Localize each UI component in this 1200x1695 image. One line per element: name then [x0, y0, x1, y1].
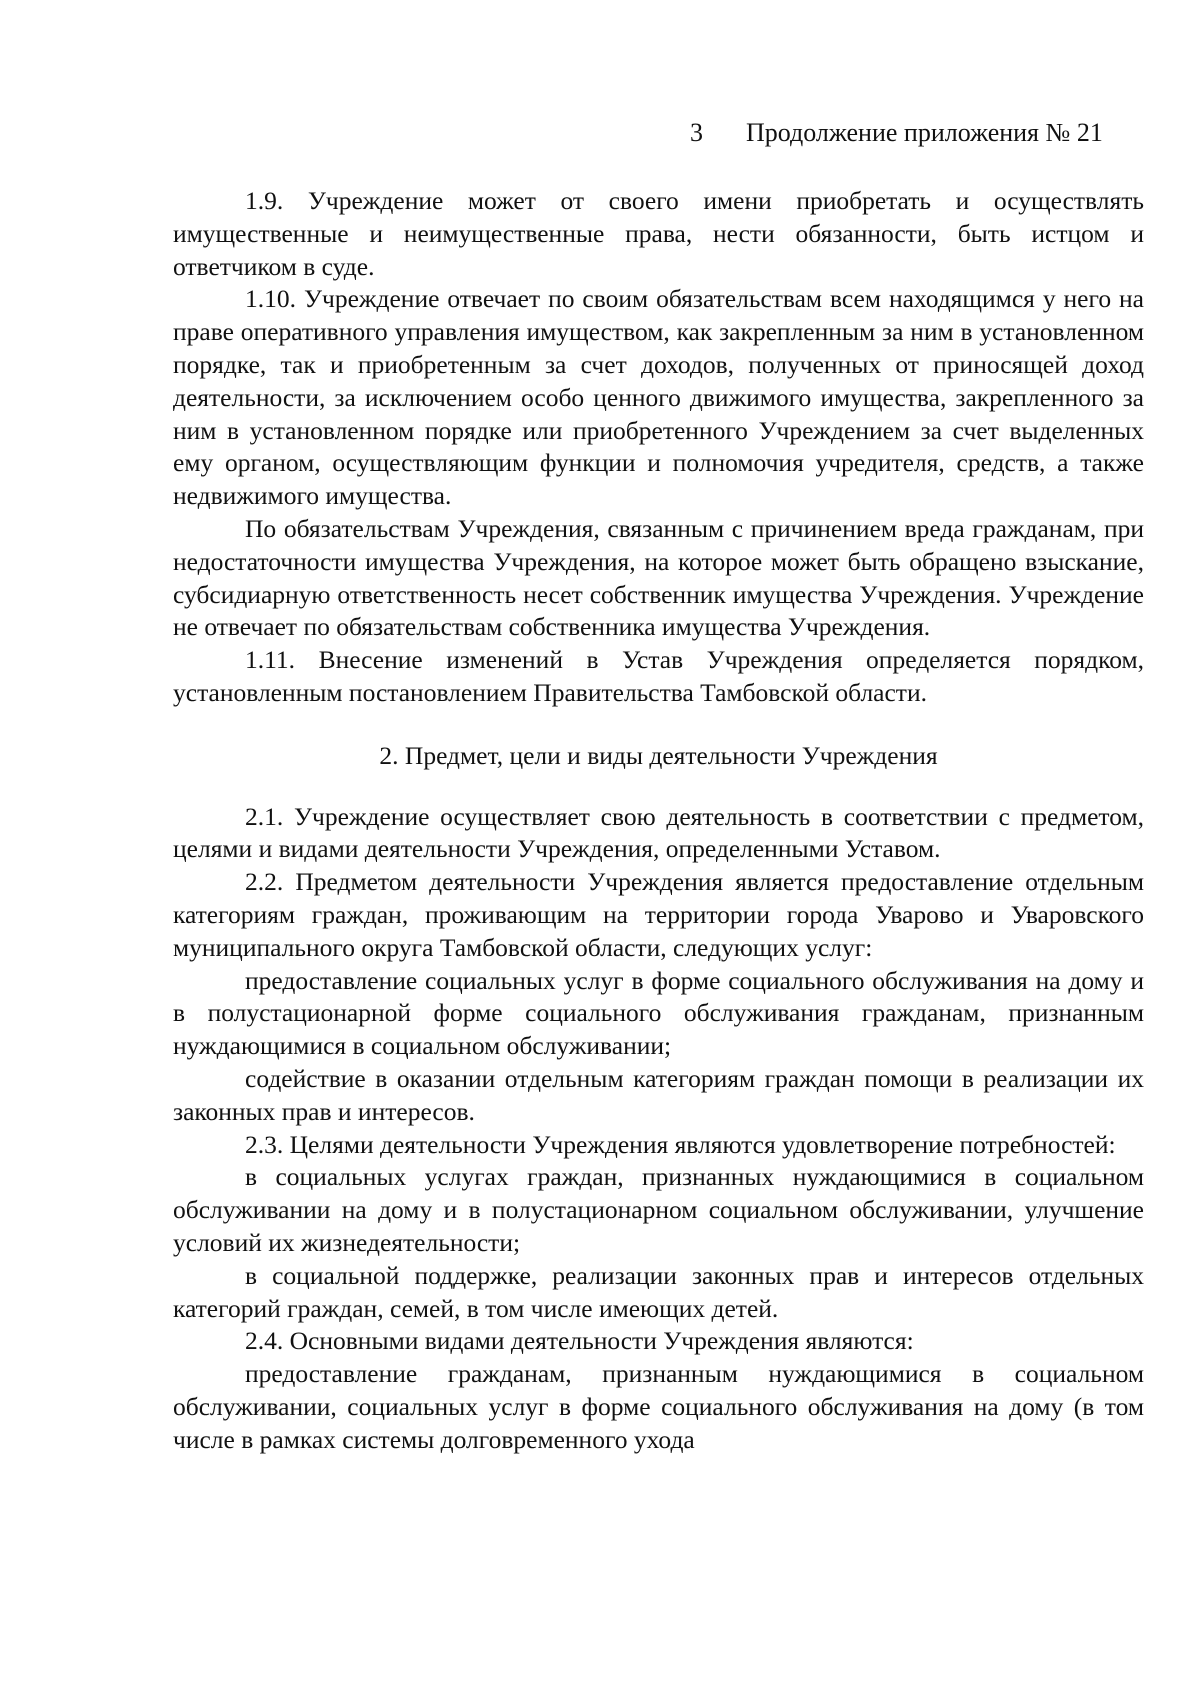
paragraph-2-3: 2.3. Целями деятельности Учреждения являются удовлетворение потребностей: — [245, 1129, 1116, 1159]
paragraph-2-3-item-1: в социальных услугах граждан, признанных нуждающимися в социальном обслуживании на дому и в полустационарном социальном обслуживании, улучшение условий их жизнедеятельности; — [173, 1162, 1144, 1257]
paragraph-2-2-item-1: предоставление социальных услуг в форме социального обслуживания на дому и в полустационарной форме социального обслуживания гражданам, признанным нуждающимися в социальном обслуживании; — [173, 965, 1144, 1061]
paragraph-1-10-liability: По обязательствам Учреждения, связанным с причинением вреда гражданам, при недостаточности имущества Учреждения, на которое может быть обращено взыскание, субсидиарную ответственность несет собственник имущества Учреждения. Учреждение не отвечает по обязательствам собственника имущества Учреждения. — [173, 513, 1144, 642]
paragraph-2-3-item-2: в социальной поддержке, реализации законных прав и интересов отдельных категорий граждан, семей, в том числе имеющих детей. — [173, 1260, 1144, 1323]
document-body — [173, 185, 1144, 1456]
paragraph-2-1: 2.1. Учреждение осуществляет свою деятельность в соответствии с предметом, целями и видами деятельности Учреждения, определенными Уставом. — [173, 801, 1144, 864]
paragraph-2-2-item-2: содействие в оказании отдельным категориям граждан помощи в реализации их законных прав и интересов. — [173, 1063, 1144, 1126]
section-2-title: 2. Предмет, цели и виды деятельности Учреждения — [379, 740, 938, 770]
page-header — [690, 118, 1144, 148]
appendix-continuation-label: Продолжение приложения № 21 — [746, 118, 1103, 147]
paragraph-1-9: 1.9. Учреждение может от своего имени приобретать и осуществлять имущественные и неимущественные права, нести обязанности, быть истцом и ответчиком в суде. — [173, 186, 1144, 281]
paragraph-2-4: 2.4. Основными видами деятельности Учреждения являются: — [245, 1326, 914, 1356]
paragraph-1-11: 1.11. Внесение изменений в Устав Учреждения определяется порядком, установленным постановлением Правительства Тамбовской области. — [173, 645, 1144, 707]
page-number: 3 — [690, 118, 703, 147]
paragraph-1-10: 1.10. Учреждение отвечает по своим обязательствам всем находящимся у него на праве оперативного управления имуществом, как закрепленным за ним в установленном порядке, так и приобретенным за счет доходов, полученных от приносящей доход деятельности, за исключением особо ценного движимого имущества, закрепленного за ним в установленном порядке или приобретенного Учреждением за счет выделенных ему органом, осуществляющим функции и полномочия учредителя, средств, а также недвижимого имущества. — [173, 284, 1144, 511]
paragraph-2-2: 2.2. Предметом деятельности Учреждения является предоставление отдельным категориям граждан, проживающим на территории города Уварово и Уваровского муниципального округа Тамбовской области, следующих услуг: — [173, 867, 1144, 962]
paragraph-2-4-item-1: предоставление гражданам, признанным нуждающимися в социальном обслуживании, социальных услуг в форме социального обслуживания на дому (в том числе в рамках системы долговременного ухода — [173, 1359, 1144, 1454]
